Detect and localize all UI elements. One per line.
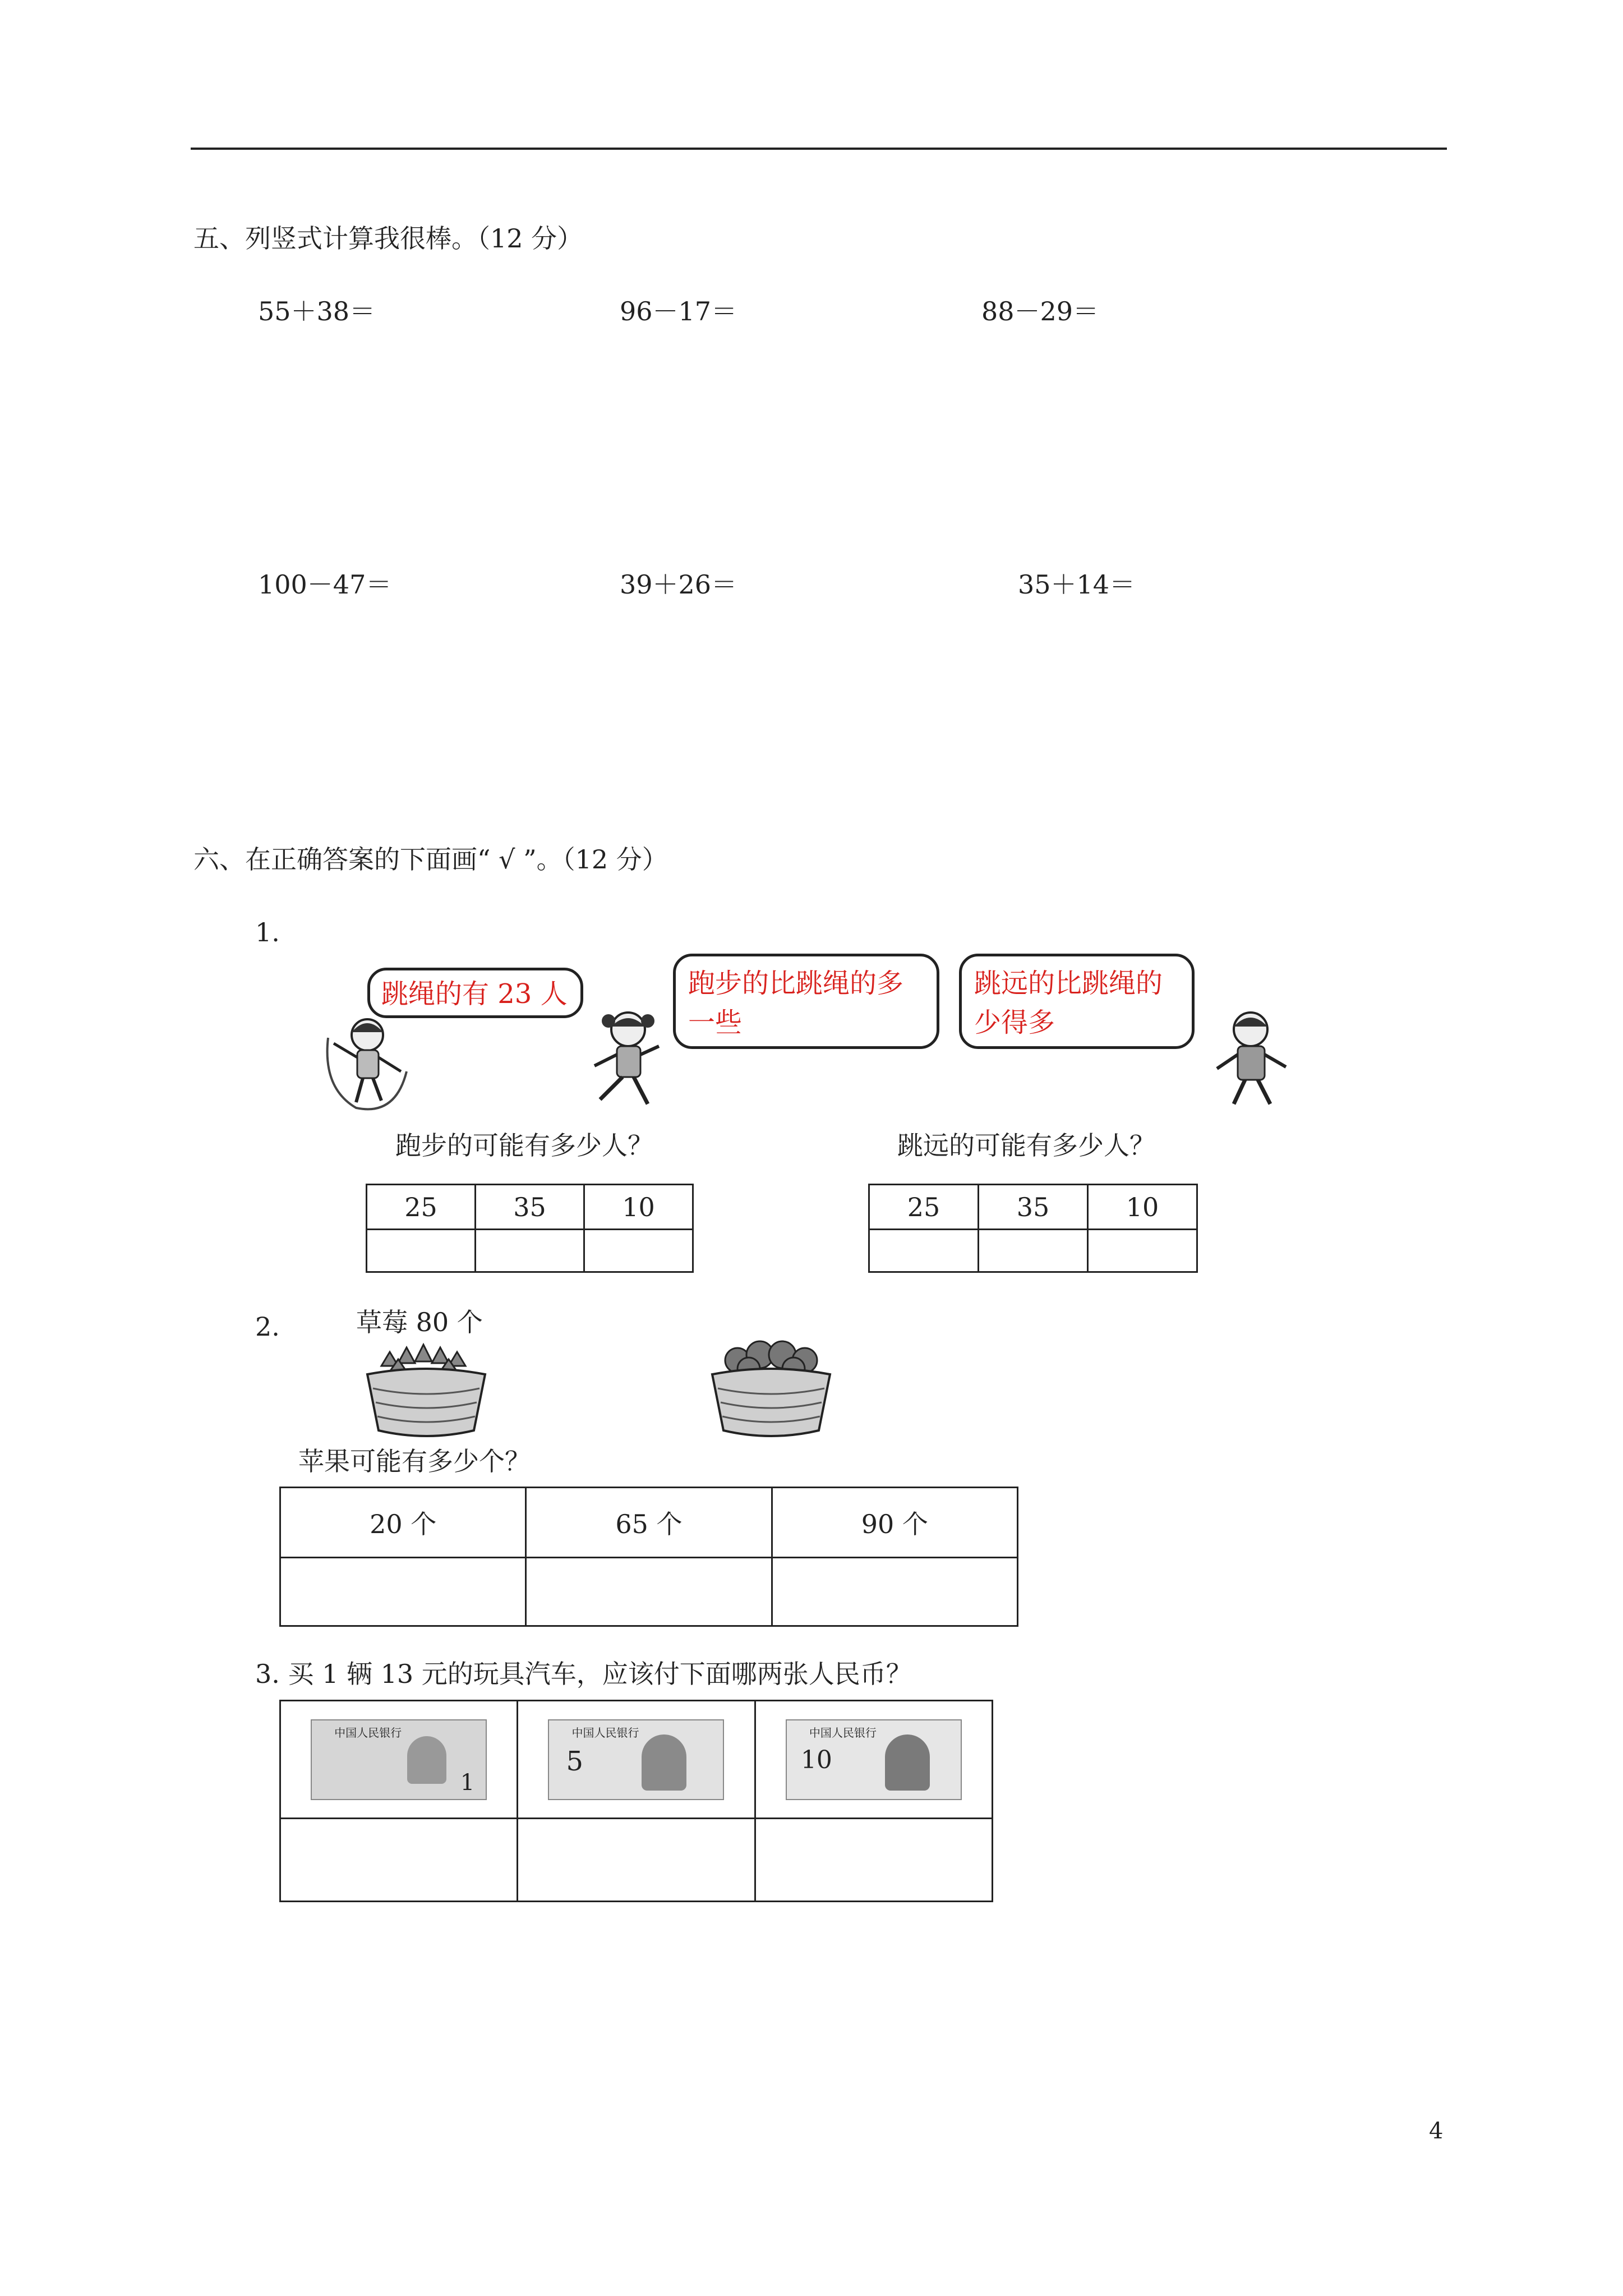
bubble-long-jump-line1: 跳远的比跳绳的 <box>974 968 1163 999</box>
q2-answer-table <box>279 1487 1018 1627</box>
answer-cell[interactable] <box>476 1230 584 1272</box>
banknote-cell-10 <box>755 1701 992 1819</box>
speech-bubble-long-jump <box>959 954 1195 1049</box>
section-5-title: 五、列竖式计算我很棒。（12 分） <box>193 223 583 254</box>
speech-bubble-running <box>673 954 939 1049</box>
strawberry-basket-illustration <box>359 1338 494 1439</box>
answer-cell[interactable] <box>526 1558 772 1626</box>
q1-answer-table-long-jump <box>868 1184 1198 1273</box>
q3-answer-table <box>279 1700 993 1902</box>
banknote-10-yuan <box>786 1719 962 1800</box>
option-cell: 65 个 <box>526 1488 772 1558</box>
answer-cell[interactable] <box>772 1558 1017 1626</box>
banknote-5-denomination: 5 <box>566 1745 584 1777</box>
bubble-running-line1: 跑步的比跳绳的多 <box>688 968 904 999</box>
answer-cell[interactable] <box>518 1819 755 1902</box>
answer-cell[interactable] <box>755 1819 992 1902</box>
q1-number: 1. <box>255 917 280 947</box>
q3-question: 3. 买 1 辆 13 元的玩具汽车，应该付下面哪两张人民币？ <box>255 1659 912 1689</box>
q2-question: 苹果可能有多少个？ <box>298 1446 531 1476</box>
banknote-5-issuer: 中国人民银行 <box>571 1726 639 1740</box>
q1-answer-table-running <box>366 1184 694 1273</box>
q1-question-left: 跑步的可能有多少人？ <box>395 1130 653 1161</box>
option-cell: 20 个 <box>280 1488 526 1558</box>
answer-cell[interactable] <box>367 1230 476 1272</box>
problem-3: 88－29＝ <box>981 296 1099 326</box>
answer-cell[interactable] <box>1088 1230 1197 1272</box>
option-cell: 10 <box>1088 1185 1197 1230</box>
answer-cell[interactable] <box>584 1230 693 1272</box>
banknote-10-issuer: 中国人民银行 <box>809 1726 877 1740</box>
banknote-1-denomination: 1 <box>460 1769 475 1796</box>
banknote-cell-5 <box>518 1701 755 1819</box>
problem-2: 96－17＝ <box>620 296 737 326</box>
banknote-10-denomination: 10 <box>800 1745 832 1774</box>
banknote-cell-1 <box>280 1701 518 1819</box>
portrait-icon <box>407 1736 446 1784</box>
long-jump-child-illustration <box>1203 1004 1298 1111</box>
bubble-running-line2: 一些 <box>688 1006 743 1038</box>
answer-cell[interactable] <box>280 1819 518 1902</box>
section-6-title: 六、在正确答案的下面画“ √ ”。（12 分） <box>193 844 668 875</box>
option-cell: 90 个 <box>772 1488 1017 1558</box>
problem-1: 55＋38＝ <box>258 296 376 326</box>
banknote-1-issuer: 中国人民银行 <box>334 1726 402 1740</box>
answer-cell[interactable] <box>979 1230 1088 1272</box>
page-number: 4 <box>1429 2118 1444 2144</box>
banknote-1-yuan <box>311 1719 487 1800</box>
bubble-long-jump-line2: 少得多 <box>974 1006 1055 1038</box>
option-cell: 35 <box>979 1185 1088 1230</box>
apple-basket-illustration <box>704 1332 838 1439</box>
banknote-5-yuan <box>548 1719 724 1800</box>
problem-5: 39＋26＝ <box>620 569 737 600</box>
problem-6: 35＋14＝ <box>1018 569 1136 600</box>
option-cell: 25 <box>367 1185 476 1230</box>
q2-number: 2. <box>255 1312 280 1342</box>
option-cell: 25 <box>869 1185 979 1230</box>
portrait-icon <box>642 1734 686 1791</box>
answer-cell[interactable] <box>280 1558 526 1626</box>
strawberry-label: 草莓 80 个 <box>356 1307 483 1337</box>
header-rule <box>191 148 1447 150</box>
problem-4: 100－47＝ <box>258 569 392 600</box>
answer-cell[interactable] <box>869 1230 979 1272</box>
option-cell: 10 <box>584 1185 693 1230</box>
q1-question-right: 跳远的可能有多少人？ <box>897 1130 1155 1161</box>
running-girl-illustration <box>575 1004 676 1111</box>
jump-rope-child-illustration <box>311 1004 423 1116</box>
option-cell: 35 <box>476 1185 584 1230</box>
bubble-jump-rope-text: 跳绳的有 23 人 <box>381 978 568 1010</box>
portrait-icon <box>885 1734 930 1791</box>
